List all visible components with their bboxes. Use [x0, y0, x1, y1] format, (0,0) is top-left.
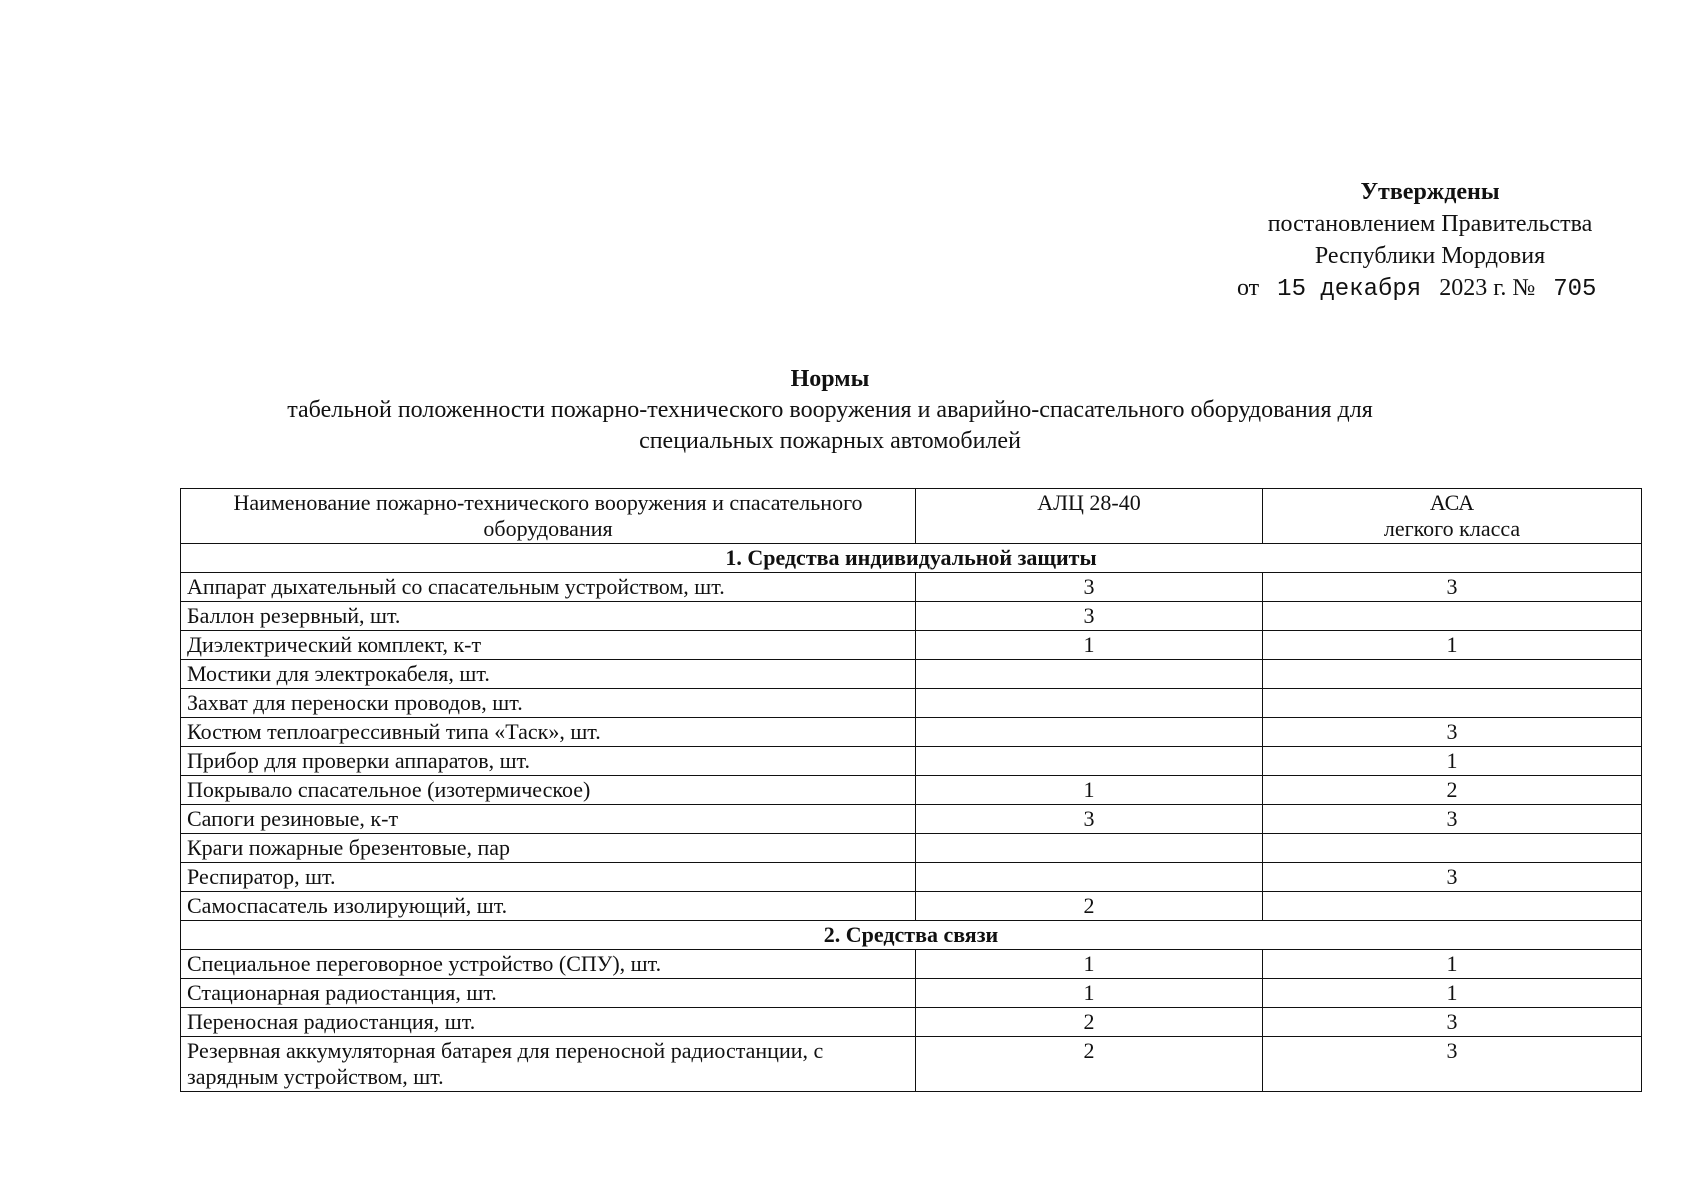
- item-name: Мостики для электрокабеля, шт.: [181, 660, 916, 689]
- document-title: [180, 364, 1480, 457]
- item-asa-qty: 3: [1263, 863, 1642, 892]
- item-alc-qty: 1: [916, 979, 1263, 1008]
- approval-year: 2023 г. №: [1439, 275, 1536, 301]
- item-alc-qty: [916, 747, 1263, 776]
- table-row: [181, 776, 1642, 805]
- norms-table: [180, 488, 1642, 1092]
- item-alc-qty: 1: [916, 631, 1263, 660]
- item-alc-qty: 3: [916, 602, 1263, 631]
- item-alc-qty: 1: [916, 950, 1263, 979]
- table-row: [181, 863, 1642, 892]
- item-asa-qty: 1: [1263, 950, 1642, 979]
- header-asa: [1263, 489, 1642, 544]
- item-name: Специальное переговорное устройство (СПУ), шт.: [181, 950, 916, 979]
- item-asa-qty: 1: [1263, 979, 1642, 1008]
- item-asa-qty: 2: [1263, 776, 1642, 805]
- item-name: Респиратор, шт.: [181, 863, 916, 892]
- approval-date: 15 декабря: [1277, 276, 1422, 303]
- title-heading: Нормы: [790, 366, 870, 392]
- approval-number: 705: [1553, 276, 1597, 303]
- title-subtitle-line-2: специальных пожарных автомобилей: [639, 428, 1021, 454]
- table-row: [181, 573, 1642, 602]
- table-row: [181, 1037, 1642, 1092]
- item-name: Костюм теплоагрессивный типа «Таск», шт.: [181, 718, 916, 747]
- item-name: Переносная радиостанция, шт.: [181, 1008, 916, 1037]
- item-asa-qty: [1263, 892, 1642, 921]
- item-alc-qty: 2: [916, 892, 1263, 921]
- table-row: [181, 747, 1642, 776]
- item-name: Краги пожарные брезентовые, пар: [181, 834, 916, 863]
- item-name: Аппарат дыхательный со спасательным устройством, шт.: [181, 573, 916, 602]
- item-name: Баллон резервный, шт.: [181, 602, 916, 631]
- approval-heading: Утверждены: [1360, 179, 1500, 205]
- item-asa-qty: 1: [1263, 631, 1642, 660]
- item-name: Захват для переноски проводов, шт.: [181, 689, 916, 718]
- approval-line-1: постановлением Правительства: [1267, 211, 1593, 237]
- item-name: Стационарная радиостанция, шт.: [181, 979, 916, 1008]
- table-row: [181, 602, 1642, 631]
- header-alc: АЛЦ 28-40: [916, 489, 1263, 544]
- item-asa-qty: 3: [1263, 1037, 1642, 1092]
- header-asa-line-1: АСА: [1429, 490, 1475, 515]
- item-name: Резервная аккумуляторная батарея для переносной радиостанции, с зарядным устройством, шт.: [181, 1037, 916, 1092]
- item-asa-qty: [1263, 834, 1642, 863]
- table-header-row: [181, 489, 1642, 544]
- table-row: [181, 718, 1642, 747]
- item-alc-qty: 2: [916, 1037, 1263, 1092]
- item-name: Диэлектрический комплект, к-т: [181, 631, 916, 660]
- header-name: Наименование пожарно-технического вооружения и спасательного оборудования: [181, 489, 916, 544]
- item-alc-qty: [916, 660, 1263, 689]
- section-row: [181, 921, 1642, 950]
- item-alc-qty: [916, 863, 1263, 892]
- approval-line-2: Республики Мордовия: [1314, 243, 1546, 269]
- item-alc-qty: 2: [916, 1008, 1263, 1037]
- table-row: [181, 950, 1642, 979]
- approval-date-line: [1200, 272, 1660, 306]
- item-name: Сапоги резиновые, к-т: [181, 805, 916, 834]
- item-asa-qty: 3: [1263, 805, 1642, 834]
- table-row: [181, 805, 1642, 834]
- item-asa-qty: 1: [1263, 747, 1642, 776]
- table-row: [181, 660, 1642, 689]
- table-row: [181, 1008, 1642, 1037]
- item-asa-qty: 3: [1263, 718, 1642, 747]
- table-row: [181, 979, 1642, 1008]
- item-asa-qty: [1263, 689, 1642, 718]
- item-asa-qty: 3: [1263, 1008, 1642, 1037]
- item-alc-qty: 3: [916, 573, 1263, 602]
- item-alc-qty: 1: [916, 776, 1263, 805]
- item-asa-qty: [1263, 602, 1642, 631]
- title-subtitle-line-1: табельной положенности пожарно-технического вооружения и аварийно-спасательного оборудования для: [287, 397, 1373, 423]
- section-row: [181, 544, 1642, 573]
- table-row: [181, 892, 1642, 921]
- item-asa-qty: [1263, 660, 1642, 689]
- approval-block: [1200, 176, 1660, 306]
- table-row: [181, 689, 1642, 718]
- item-asa-qty: 3: [1263, 573, 1642, 602]
- table-row: [181, 834, 1642, 863]
- section-title: 2. Средства связи: [181, 921, 1642, 950]
- item-name: Самоспасатель изолирующий, шт.: [181, 892, 916, 921]
- item-name: Прибор для проверки аппаратов, шт.: [181, 747, 916, 776]
- item-alc-qty: [916, 718, 1263, 747]
- item-alc-qty: [916, 689, 1263, 718]
- item-alc-qty: [916, 834, 1263, 863]
- item-name: Покрывало спасательное (изотермическое): [181, 776, 916, 805]
- date-prefix: от: [1237, 275, 1260, 301]
- header-asa-line-2: легкого класса: [1383, 516, 1521, 541]
- item-alc-qty: 3: [916, 805, 1263, 834]
- table-row: [181, 631, 1642, 660]
- section-title: 1. Средства индивидуальной защиты: [181, 544, 1642, 573]
